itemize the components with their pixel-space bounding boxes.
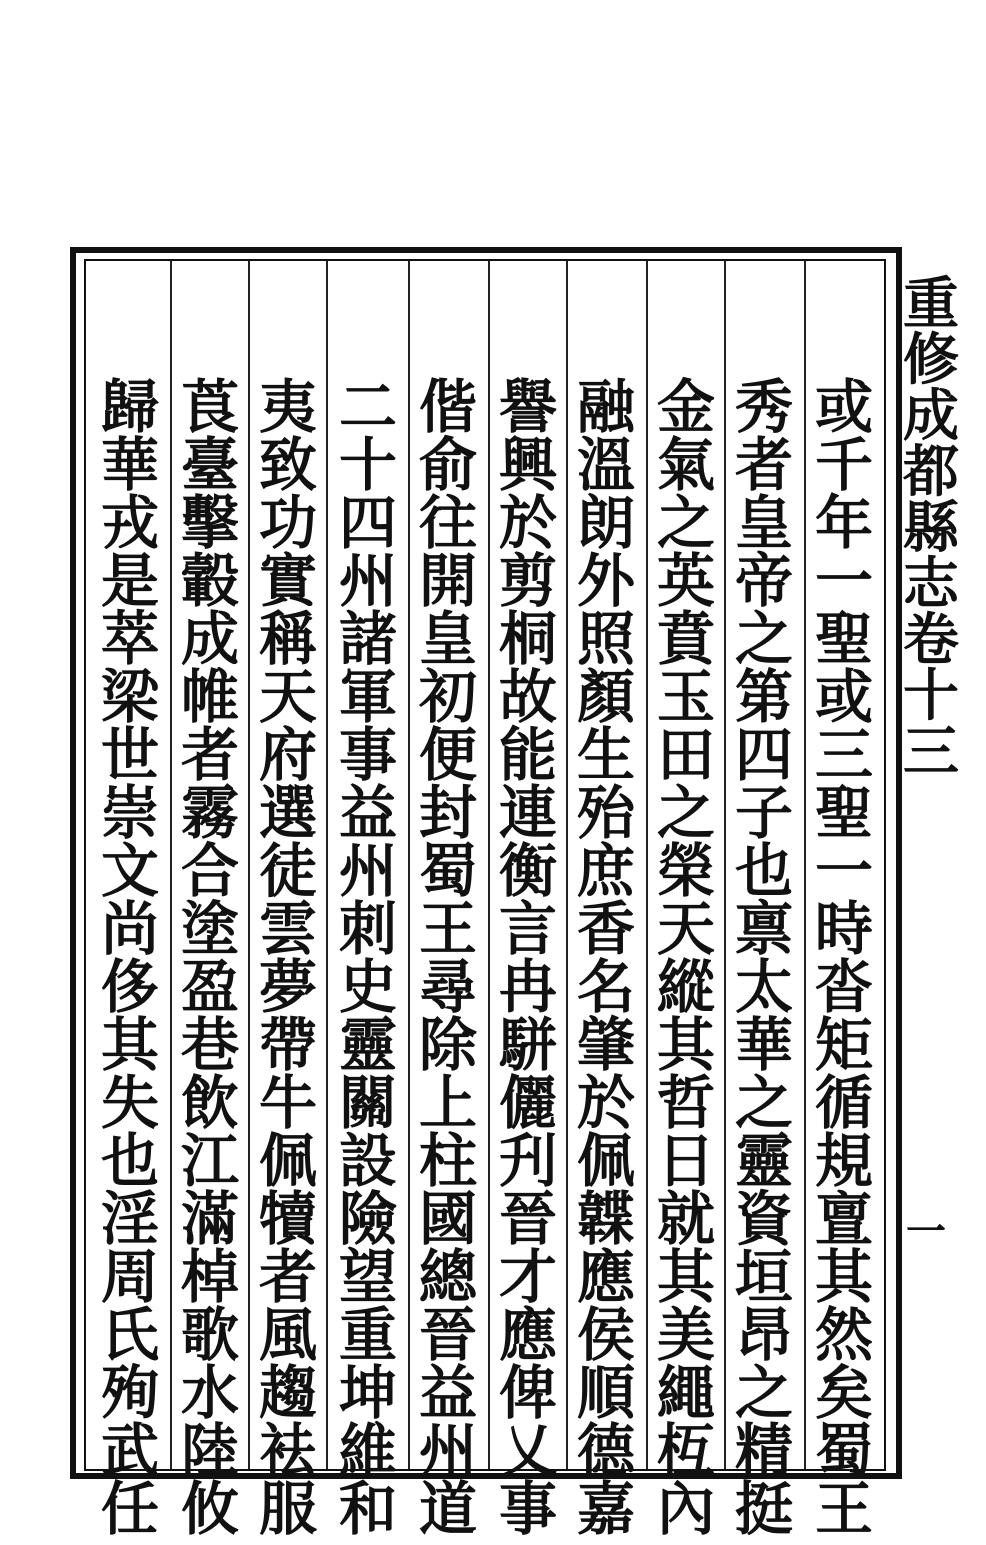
column-rule [170,261,172,1469]
character: 攸 [180,1475,239,1543]
character: 之 [734,1359,793,1427]
character: 應 [576,1243,635,1311]
character: 陸 [180,1417,239,1485]
character: 者 [180,721,239,789]
character: 俞 [418,431,477,499]
character: 融 [576,373,635,441]
character: 晉 [498,1185,557,1253]
character: 江 [180,1127,239,1195]
character: 其 [100,1011,159,1079]
character: 飲 [180,1069,239,1137]
character: 聖 [814,779,873,847]
character: 嘉 [576,1475,635,1543]
character: 之 [734,605,793,673]
character: 初 [418,663,477,731]
character: 蜀 [814,1417,873,1485]
character: 牛 [258,1069,317,1137]
character: 盈 [180,953,239,1021]
text-column [808,373,880,1543]
character: 府 [258,721,317,789]
character: 故 [498,663,557,731]
title-character: 都 [903,439,959,505]
column-rule [248,261,250,1469]
character: 帝 [734,547,793,615]
character: 塗 [180,895,239,963]
character: 太 [734,953,793,1021]
character: 州 [418,1417,477,1485]
character: 稱 [258,605,317,673]
character: 氣 [656,431,715,499]
character: 十 [338,431,397,499]
character: 冉 [498,953,557,1021]
text-column [174,373,246,1543]
character: 服 [258,1475,317,1543]
character: 功 [258,489,317,557]
character: 封 [418,779,477,847]
character: 其 [656,1011,715,1079]
character: 巷 [180,1011,239,1079]
character: 聖 [814,605,873,673]
title-character: 志 [903,551,959,617]
character: 金 [656,373,715,441]
character: 坤 [338,1359,397,1427]
character: 侈 [100,953,159,1021]
character: 梁 [100,663,159,731]
text-column [570,373,642,1543]
column-rule [646,261,648,1469]
character: 之 [734,1069,793,1137]
character: 順 [576,1359,635,1427]
character: 禀 [734,895,793,963]
character: 氏 [100,1301,159,1369]
character: 其 [814,1243,873,1311]
character: 之 [656,489,715,557]
character: 枑 [656,1417,715,1485]
character: 上 [418,1069,477,1137]
text-column [728,373,800,1543]
character: 朗 [576,489,635,557]
character: 是 [100,547,159,615]
character: 沓 [814,953,873,1021]
character: 霧 [180,779,239,847]
column-rule [326,261,328,1469]
character: 二 [338,373,397,441]
character: 佩 [576,1127,635,1195]
character: 華 [734,1011,793,1079]
character: 縱 [656,953,715,1021]
character: 益 [418,1359,477,1427]
character: 失 [100,1069,159,1137]
character: 侯 [576,1301,635,1369]
character: 靈 [338,1011,397,1079]
character: 選 [258,779,317,847]
character: 生 [576,721,635,789]
character: 言 [498,895,557,963]
character: 於 [576,1069,635,1137]
character: 重 [338,1301,397,1369]
character: 風 [258,1301,317,1369]
character: 田 [656,721,715,789]
character: 州 [338,837,397,905]
character: 乂 [498,1417,557,1485]
character: 刋 [498,1127,557,1195]
character: 徒 [258,837,317,905]
character: 關 [338,1069,397,1137]
character: 皇 [418,605,477,673]
character: 佩 [258,1127,317,1195]
character: 規 [814,1127,873,1195]
character: 興 [498,431,557,499]
character: 天 [656,895,715,963]
character: 致 [258,431,317,499]
character: 戎 [100,489,159,557]
character: 滿 [180,1185,239,1253]
character: 循 [814,1069,873,1137]
character: 崇 [100,779,159,847]
character: 秀 [734,373,793,441]
character: 天 [258,663,317,731]
character: 設 [338,1127,397,1195]
text-column [94,373,166,1543]
character: 千 [814,431,873,499]
character: 淫 [100,1185,159,1253]
character: 歸 [100,373,159,441]
column-rule [724,261,726,1469]
character: 王 [814,1475,873,1543]
character: 尋 [418,953,477,1021]
character: 子 [734,779,793,847]
character: 一 [814,837,873,905]
column-rule [804,261,806,1469]
character: 開 [418,547,477,615]
character: 德 [576,1417,635,1485]
character: 帶 [258,1011,317,1079]
character: 四 [734,721,793,789]
character: 譽 [498,373,557,441]
character: 年 [814,489,873,557]
text-column [252,373,324,1543]
character: 桐 [498,605,557,673]
character: 賁 [656,605,715,673]
text-column [412,373,484,1543]
character: 周 [100,1243,159,1311]
character: 肇 [576,1011,635,1079]
character: 軍 [338,663,397,731]
character: 者 [734,431,793,499]
character: 皇 [734,489,793,557]
character: 趨 [258,1359,317,1427]
character: 衡 [498,837,557,905]
character: 便 [418,721,477,789]
character: 轂 [180,547,239,615]
character: 儷 [498,1069,557,1137]
character: 四 [338,489,397,557]
character: 或 [814,373,873,441]
character: 之 [656,779,715,847]
character: 精 [734,1417,793,1485]
character: 事 [338,721,397,789]
character: 亶 [814,1185,873,1253]
character: 文 [100,837,159,905]
character: 任 [100,1475,159,1543]
character: 美 [656,1301,715,1369]
text-column [492,373,564,1543]
page-number: 一 [906,1208,946,1255]
character: 除 [418,1011,477,1079]
character: 繩 [656,1359,715,1427]
title-character: 成 [903,383,959,449]
character: 庶 [576,837,635,905]
character: 剪 [498,547,557,615]
character: 也 [100,1127,159,1195]
character: 一 [814,547,873,615]
book-title [886,271,976,785]
column-rule [566,261,568,1469]
character: 犢 [258,1185,317,1253]
character: 或 [814,663,873,731]
character: 偕 [418,373,477,441]
character: 應 [498,1301,557,1369]
character: 華 [100,431,159,499]
column-rule [408,261,410,1469]
character: 王 [418,895,477,963]
character: 三 [814,721,873,789]
character: 駢 [498,1011,557,1079]
character: 望 [338,1243,397,1311]
character: 萃 [100,605,159,673]
character: 險 [338,1185,397,1253]
character: 矩 [814,1011,873,1079]
character: 殉 [100,1359,159,1427]
character: 蜀 [418,837,477,905]
character: 英 [656,547,715,615]
title-character: 縣 [903,495,959,561]
character: 昂 [734,1301,793,1369]
title-character: 三 [903,719,959,785]
character: 外 [576,547,635,615]
character: 水 [180,1359,239,1427]
character: 帷 [180,663,239,731]
character: 袪 [258,1417,317,1485]
character: 世 [100,721,159,789]
character: 垣 [734,1243,793,1311]
character: 時 [814,895,873,963]
character: 和 [338,1475,397,1543]
character: 合 [180,837,239,905]
character: 韘 [576,1185,635,1253]
character: 擊 [180,489,239,557]
character: 尚 [100,895,159,963]
character: 內 [656,1475,715,1543]
character: 實 [258,547,317,615]
character: 晉 [418,1301,477,1369]
character: 溫 [576,431,635,499]
title-character: 重 [903,271,959,337]
character: 就 [656,1185,715,1253]
column-rule [488,261,490,1469]
character: 雲 [258,895,317,963]
character: 於 [498,489,557,557]
character: 事 [498,1475,557,1543]
character: 刺 [338,895,397,963]
character: 維 [338,1417,397,1485]
character: 臺 [180,431,239,499]
character: 武 [100,1417,159,1485]
character: 香 [576,895,635,963]
character: 莨 [180,373,239,441]
title-character: 修 [903,327,959,393]
character: 成 [180,605,239,673]
character: 也 [734,837,793,905]
character: 往 [418,489,477,557]
character: 才 [498,1243,557,1311]
character: 挺 [734,1475,793,1543]
character: 然 [814,1301,873,1369]
text-column [650,373,722,1543]
character: 資 [734,1185,793,1253]
character: 其 [656,1243,715,1311]
character: 諸 [338,605,397,673]
character: 第 [734,663,793,731]
character: 照 [576,605,635,673]
character: 夢 [258,953,317,1021]
character: 俾 [498,1359,557,1427]
character: 能 [498,721,557,789]
character: 殆 [576,779,635,847]
character: 柱 [418,1127,477,1195]
character: 連 [498,779,557,847]
character: 靈 [734,1127,793,1195]
character: 州 [338,547,397,615]
character: 棹 [180,1243,239,1311]
character: 顏 [576,663,635,731]
character: 總 [418,1243,477,1311]
character: 國 [418,1185,477,1253]
character: 玉 [656,663,715,731]
character: 夷 [258,373,317,441]
character: 哲 [656,1069,715,1137]
title-character: 卷 [903,607,959,673]
character: 史 [338,953,397,1021]
character: 日 [656,1127,715,1195]
text-column [332,373,404,1543]
character: 歌 [180,1301,239,1369]
title-character: 十 [903,663,959,729]
character: 道 [418,1475,477,1543]
character: 益 [338,779,397,847]
character: 名 [576,953,635,1021]
character: 矣 [814,1359,873,1427]
character: 者 [258,1243,317,1311]
character: 榮 [656,837,715,905]
